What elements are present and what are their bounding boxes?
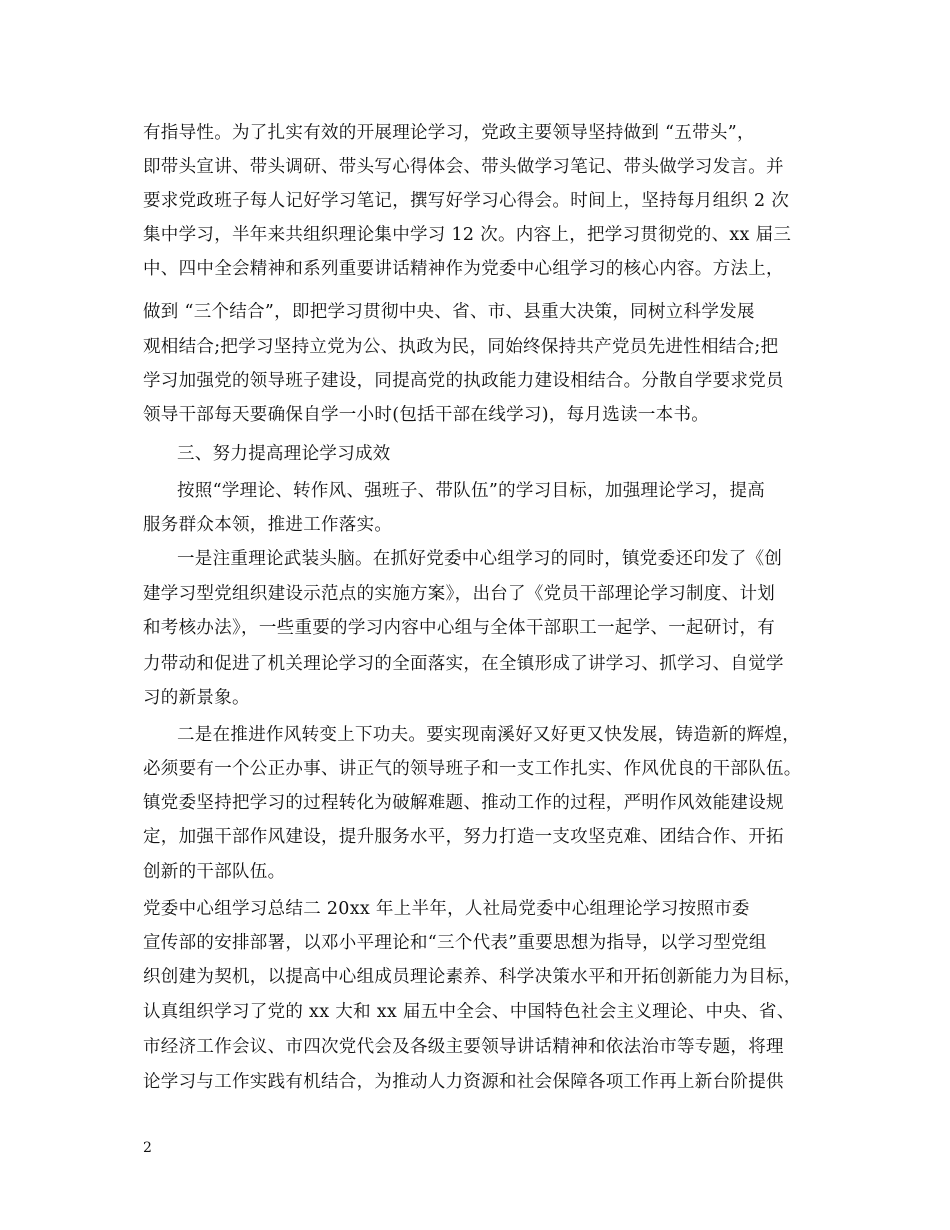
text-line: 定，加强干部作风建设，提升服务水平，努力打造一支攻坚克难、团结合作、开拓 bbox=[143, 827, 784, 847]
text-line: 中、四中全会精神和系列重要讲话精神作为党委中心组学习的核心内容。方法上， bbox=[143, 259, 784, 279]
text-line: 服务群众本领，推进工作落实。 bbox=[143, 515, 393, 535]
text-line: 二是在推进作风转变上下功夫。要实现南溪好又好更又快发展，铸造新的辉煌， bbox=[177, 725, 800, 745]
text-line: 做到 “三个结合”，即把学习贯彻中央、省、市、县重大决策，同树立科学发展 bbox=[143, 302, 755, 322]
page-number: 2 bbox=[143, 1140, 152, 1156]
text-line: 有指导性。为了扎实有效的开展理论学习，党政主要领导坚持做到 “五带头”， bbox=[143, 123, 755, 143]
text-line: 市经济工作会议、市四次党代会及各级主要领导讲话精神和依法治市等专题，将理 bbox=[143, 1037, 784, 1057]
text-line: 建学习型党组织建设示范点的实施方案》，出台了《党员干部理论学习制度、计划 bbox=[143, 584, 776, 604]
text-line: 学习加强党的领导班子建设，同提高党的执政能力建设相结合。分散自学要求党员 bbox=[143, 371, 784, 391]
text-line: 力带动和促进了机关理论学习的全面落实，在全镇形成了讲学习、抓学习、自觉学 bbox=[143, 654, 784, 674]
text-line: 党委中心组学习总结二 20xx 年上半年，人社局党委中心组理论学习按照市委 bbox=[143, 899, 750, 919]
text-line: 创新的干部队伍。 bbox=[143, 862, 286, 882]
text-line: 宣传部的安排部署，以邓小平理论和“三个代表”重要思想为指导，以学习型党组 bbox=[143, 933, 767, 953]
text-line: 即带头宣讲、带头调研、带头写心得体会、带头做学习笔记、带头做学习发言。并 bbox=[143, 157, 784, 177]
text-line: 一是注重理论武装头脑。在抓好党委中心组学习的同时，镇党委还印发了《创 bbox=[177, 549, 783, 569]
section-heading: 三、努力提高理论学习成效 bbox=[177, 444, 391, 464]
text-line: 论学习与工作实践有机结合，为推动人力资源和社会保障各项工作再上新台阶提供 bbox=[143, 1072, 784, 1092]
text-line: 织创建为契机，以提高中心组成员理论素养、科学决策水平和开拓创新能力为目标， bbox=[143, 967, 802, 987]
text-line: 必须要有一个公正办事、讲正气的领导班子和一支工作扎实、作风优良的干部队伍。 bbox=[143, 759, 802, 779]
text-line: 镇党委坚持把学习的过程转化为破解难题、推动工作的过程，严明作风效能建设规 bbox=[143, 793, 784, 813]
text-line: 和考核办法》，一些重要的学习内容中心组与全体干部职工一起学、一起研讨，有 bbox=[143, 618, 776, 638]
text-line: 集中学习，半年来共组织理论集中学习 12 次。内容上，把学习贯彻党的、xx 届三 bbox=[143, 225, 792, 245]
text-line: 习的新景象。 bbox=[143, 688, 250, 708]
text-line: 观相结合;把学习坚持立党为公、执政为民，同始终保持共产党员先进性相结合;把 bbox=[143, 337, 779, 357]
text-line: 认真组织学习了党的 xx 大和 xx 届五中全会、中国特色社会主义理论、中央、省、 bbox=[143, 1002, 795, 1022]
text-line: 要求党政班子每人记好学习笔记，撰写好学习心得会。时间上，坚持每月组织 2 次 bbox=[143, 191, 790, 211]
text-line: 领导干部每天要确保自学一小时(包括干部在线学习)，每月选读一本书。 bbox=[143, 405, 710, 425]
text-line: 按照“学理论、转作风、强班子、带队伍”的学习目标，加强理论学习，提高 bbox=[177, 481, 766, 501]
